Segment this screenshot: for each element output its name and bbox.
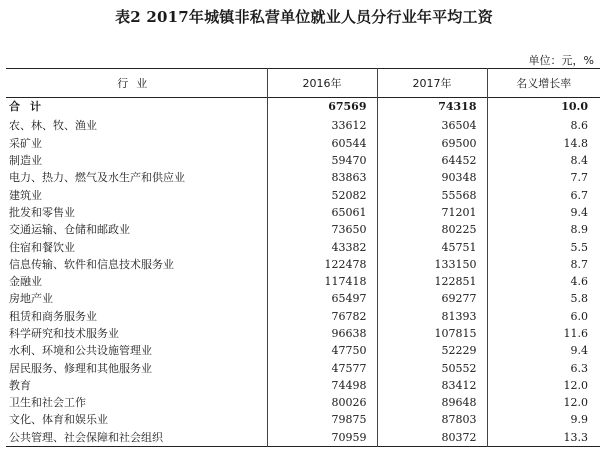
header-industry: 行业 <box>117 77 156 90</box>
wage-2017-cell: 90348 <box>377 169 487 186</box>
table-row <box>6 411 600 428</box>
growth-rate-cell: 5.5 <box>487 238 600 255</box>
table-row <box>6 394 600 411</box>
industry-cell: 租赁和商务服务业 <box>9 309 97 323</box>
unit-note: 单位：元，% <box>528 54 594 67</box>
table-row <box>6 135 600 152</box>
industry-cell: 教育 <box>9 378 31 392</box>
growth-rate-cell: 9.4 <box>487 204 600 221</box>
wage-2017-cell: 89648 <box>377 394 487 411</box>
total-row <box>6 98 600 116</box>
wage-2016-cell: 73650 <box>267 221 377 238</box>
growth-rate-cell: 8.9 <box>487 221 600 238</box>
growth-rate-cell: 7.7 <box>487 169 600 186</box>
industry-cell: 交通运输、仓储和邮政业 <box>9 223 130 237</box>
industry-cell: 文化、体育和娱乐业 <box>9 413 108 427</box>
wage-2016-cell: 76782 <box>267 308 377 325</box>
table-row <box>6 429 600 447</box>
growth-rate-cell: 9.4 <box>487 342 600 359</box>
wage-table <box>6 68 600 447</box>
wage-2017-cell: 122851 <box>377 273 487 290</box>
table-row <box>6 308 600 325</box>
industry-cell: 水利、环境和公共设施管理业 <box>9 344 152 358</box>
wage-2017-cell: 87803 <box>377 411 487 428</box>
wage-2016-cell: 65497 <box>267 290 377 307</box>
table-row <box>6 342 600 359</box>
wage-2016-cell: 33612 <box>267 115 377 134</box>
industry-cell: 电力、热力、燃气及水生产和供应业 <box>9 171 185 185</box>
header-row <box>6 69 600 98</box>
industry-cell: 农、林、牧、渔业 <box>9 119 97 133</box>
table-row <box>6 238 600 255</box>
industry-cell: 科学研究和技术服务业 <box>9 327 119 340</box>
growth-rate-cell: 12.0 <box>487 377 600 394</box>
industry-cell: 批发和零售业 <box>9 205 75 219</box>
wage-2016-cell: 74498 <box>267 377 377 394</box>
industry-cell: 卫生和社会工作 <box>9 396 86 410</box>
wage-2017-cell: 50552 <box>377 359 487 376</box>
table-row <box>6 273 600 290</box>
wage-2017-cell: 80372 <box>377 429 487 447</box>
table-body <box>6 98 600 447</box>
table-row <box>6 325 600 342</box>
wage-2016-cell: 80026 <box>267 394 377 411</box>
growth-rate-cell: 8.7 <box>487 256 600 273</box>
industry-cell: 信息传输、软件和信息技术服务业 <box>9 257 174 271</box>
wage-2017-cell: 80225 <box>377 221 487 238</box>
wage-2016-cell: 65061 <box>267 204 377 221</box>
wage-2017-cell: 45751 <box>377 238 487 255</box>
wage-2017-cell: 74318 <box>377 98 487 116</box>
table-row <box>6 186 600 203</box>
table-row <box>6 359 600 376</box>
industry-cell: 合计 <box>9 100 51 114</box>
wage-2016-cell: 70959 <box>267 429 377 447</box>
wage-2017-cell: 36504 <box>377 115 487 134</box>
wage-2016-cell: 52082 <box>267 186 377 203</box>
wage-2017-cell: 69500 <box>377 135 487 152</box>
growth-rate-cell: 5.8 <box>487 290 600 307</box>
table-header <box>6 69 600 98</box>
wage-2016-cell: 96638 <box>267 325 377 342</box>
table-row <box>6 204 600 221</box>
growth-rate-cell: 6.7 <box>487 186 600 203</box>
table-row <box>6 169 600 186</box>
industry-cell: 公共管理、社会保障和社会组织 <box>9 430 163 444</box>
growth-rate-cell: 13.3 <box>487 429 600 447</box>
wage-2017-cell: 52229 <box>377 342 487 359</box>
table-row <box>6 377 600 394</box>
wage-2017-cell: 69277 <box>377 290 487 307</box>
growth-rate-cell: 6.0 <box>487 308 600 325</box>
growth-rate-cell: 4.6 <box>487 273 600 290</box>
wage-2017-cell: 83412 <box>377 377 487 394</box>
growth-rate-cell: 11.6 <box>487 325 600 342</box>
industry-cell: 房地产业 <box>9 292 53 306</box>
wage-2017-cell: 133150 <box>377 256 487 273</box>
wage-2016-cell: 47750 <box>267 342 377 359</box>
wage-2017-cell: 71201 <box>377 204 487 221</box>
wage-2016-cell: 79875 <box>267 411 377 428</box>
table-row <box>6 152 600 169</box>
table-row <box>6 115 600 134</box>
industry-cell: 金融业 <box>9 275 42 289</box>
industry-cell: 采矿业 <box>9 136 42 150</box>
wage-2016-cell: 83863 <box>267 169 377 186</box>
page-title: 表2 2017年城镇非私营单位就业人员分行业年平均工资 <box>115 8 493 26</box>
growth-rate-cell: 6.3 <box>487 359 600 376</box>
header-growth: 名义增长率 <box>487 69 600 98</box>
wage-2016-cell: 59470 <box>267 152 377 169</box>
industry-cell: 居民服务、修理和其他服务业 <box>9 361 152 375</box>
wage-2017-cell: 107815 <box>377 325 487 342</box>
wage-2017-cell: 81393 <box>377 308 487 325</box>
wage-2016-cell: 122478 <box>267 256 377 273</box>
industry-cell: 建筑业 <box>9 188 42 202</box>
header-2017: 2017年 <box>377 69 487 98</box>
wage-table-container <box>6 68 600 447</box>
wage-2016-cell: 117418 <box>267 273 377 290</box>
header-2016: 2016年 <box>267 69 377 98</box>
growth-rate-cell: 14.8 <box>487 135 600 152</box>
growth-rate-cell: 10.0 <box>487 98 600 116</box>
wage-2016-cell: 60544 <box>267 135 377 152</box>
growth-rate-cell: 8.6 <box>487 115 600 134</box>
wage-2017-cell: 64452 <box>377 152 487 169</box>
growth-rate-cell: 8.4 <box>487 152 600 169</box>
table-row <box>6 256 600 273</box>
industry-cell: 制造业 <box>9 154 42 168</box>
growth-rate-cell: 12.0 <box>487 394 600 411</box>
wage-2016-cell: 67569 <box>267 98 377 116</box>
wage-2017-cell: 55568 <box>377 186 487 203</box>
table-row <box>6 290 600 307</box>
growth-rate-cell: 9.9 <box>487 411 600 428</box>
table-row <box>6 221 600 238</box>
wage-2016-cell: 47577 <box>267 359 377 376</box>
industry-cell: 住宿和餐饮业 <box>9 240 75 254</box>
wage-2016-cell: 43382 <box>267 238 377 255</box>
